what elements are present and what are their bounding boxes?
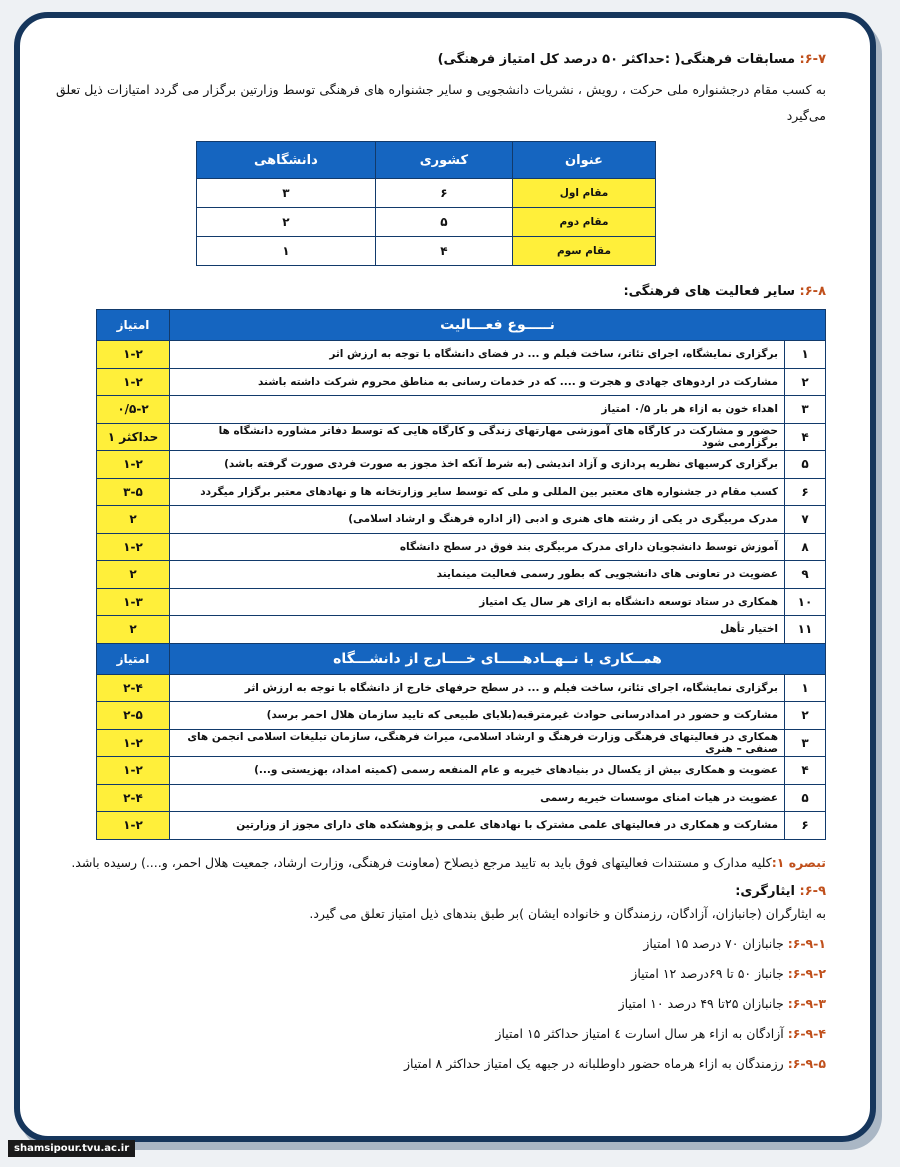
row-index: ۳ [785,729,826,757]
external-cooperation-header: همــکاری با نــهــادهـــــای خــــارج از دانشـــگاه [170,643,826,674]
row-index: ۹ [785,561,826,589]
item-text: رزمندگان به ازاء هرماه حضور داوطلبانه در جبهه یک امتیاز حداکثر ۸ امتیاز [403,1055,784,1071]
section-8-title: سایر فعالیت های فرهنگی: [623,284,795,299]
activities-table [96,309,826,840]
activity-text: کسب مقام در جشنواره های معتبر بین المللی و ملی که توسط سایر وزارتخانه ها و نهادهای معتبر برگزار میگردد [170,478,785,506]
row-index: ۵ [785,451,826,479]
note-1 [56,848,826,878]
activity-score: ۱-۲ [97,533,170,561]
item-number: ۶-۹-۲: [787,965,826,981]
list-item [56,1049,826,1079]
university-score: ۳ [197,179,376,208]
activity-score: ۲-۴ [97,674,170,702]
table-row [97,533,826,561]
section-7-paragraph: به کسب مقام درجشنواره ملی حرکت ، رویش ، نشریات دانشجویی و سایر جشنواره های فرهنگی توسط وزارتین برگزار می گردد امتیازات ذیل تعلق می‌گیرد [56,82,826,123]
column-header-university: دانشگاهی [197,142,376,179]
list-item [56,1019,826,1049]
activity-text: برگزاری کرسیهای نظریه پردازی و آزاد اندیشی (به شرط آنکه اخذ مجوز به صورت فردی صورت گرفته باشد) [170,451,785,479]
rank-label: مقام سوم [513,237,656,266]
note-label: تبصره ۱: [771,854,826,870]
table-row [97,812,826,840]
item-number: ۶-۹-۴: [787,1025,826,1041]
activity-text: برگزاری نمایشگاه، اجرای تئاتر، ساخت فیلم و ... در سطح حرفهای خارج از دانشگاه با توجه به ارزش اثر [170,674,785,702]
table-row [97,506,826,534]
column-header-title: عنوان [513,142,656,179]
activity-score: ۱-۲ [97,729,170,757]
row-index: ۶ [785,478,826,506]
activity-score: ۲-۴ [97,784,170,812]
activity-score: ۲-۵ [97,702,170,730]
note-text: کلیه مدارک و مستندات فعالیتهای فوق باید به تایید مرجع ذیصلاح (معاونت فرهنگی، وزارت ارشاد، جمعیت هلال احمر، و....) رسیده باشد. [71,854,772,870]
row-index: ۴ [785,423,826,451]
row-index: ۱۱ [785,616,826,644]
row-index: ۶ [785,812,826,840]
page-content [56,52,826,1079]
activity-type-header: نـــــوع فعـــالیت [170,310,826,341]
activity-text: اهداء خون به ازاء هر بار ۰/۵ امتیاز [170,396,785,424]
activity-score: ۱-۲ [97,757,170,785]
rank-label: مقام دوم [513,208,656,237]
section-7-heading [56,52,826,67]
document-page [14,12,876,1142]
activity-text: عضویت در هیات امنای موسسات خیریه رسمی [170,784,785,812]
item-number: ۶-۹-۳: [787,995,826,1011]
row-index: ۵ [785,784,826,812]
column-header-national: کشوری [375,142,512,179]
item-text: آزادگان به ازاء هر سال اسارت ٤ امتیاز حداکثر ۱۵ امتیاز [495,1025,784,1041]
activity-text: همکاری در فعالیتهای فرهنگی وزارت فرهنگ و ارشاد اسلامی، میراث فرهنگی، سازمان تبلیغات اسلامی انجمن های صنفی – هنری [170,729,785,757]
score-header: امتیاز [97,310,170,341]
activity-text: مشارکت و همکاری در فعالیتهای علمی مشترک با نهادهای علمی و پژوهشکده های دارای مجوز از وزارتین [170,812,785,840]
activity-score: حداکثر ۱ [97,423,170,451]
table-row [97,757,826,785]
activity-text: اختیار تأهل [170,616,785,644]
table-row [97,784,826,812]
activity-score: ۱-۲ [97,812,170,840]
section-9-heading [56,884,826,899]
table-row [97,396,826,424]
activity-score: ۲ [97,561,170,589]
item-text: جانباز ۵۰ تا ۶۹درصد ۱۲ امتیاز [631,965,784,981]
section-9-title: ایثارگری: [735,883,795,899]
university-score: ۲ [197,208,376,237]
activity-score: ۱-۲ [97,451,170,479]
row-index: ۷ [785,506,826,534]
table-row [97,478,826,506]
activity-score: ۲ [97,506,170,534]
activity-text: حضور و مشارکت در کارگاه های آموزشی مهارتهای زندگی و کارگاه هایی که توسط دفاتر مشاوره دانشگاه ها برگزارمی شود [170,423,785,451]
item-number: ۶-۹-۵: [787,1055,826,1071]
row-index: ۱ [785,341,826,369]
section-9-intro: به ایثارگران (جانبازان، آزادگان، رزمندگان و خانواده ایشان )بر طبق بندهای ذیل امتیاز تعلق می گیرد. [309,905,826,921]
table-header-row [197,142,656,179]
external-rows [97,674,826,839]
table-row [97,423,826,451]
item-text: جانبازان ۷۰ درصد ۱۵ امتیاز [643,935,784,951]
activity-text: عضویت در تعاونی های دانشجویی که بطور رسمی فعالیت مینمایند [170,561,785,589]
row-index: ۲ [785,702,826,730]
list-item [56,989,826,1019]
activities-rows [97,341,826,644]
table-row [97,451,826,479]
activity-text: مدرک مربیگری در یکی از رشته های هنری و ادبی (از اداره فرهنگ و ارشاد اسلامی) [170,506,785,534]
list-item [56,929,826,959]
item-text: جانبازان ۲۵تا ۴۹ درصد ۱۰ امتیاز [618,995,784,1011]
activity-text: مشارکت و حضور در امدادرسانی حوادث غیرمترقبه(بلایای طبیعی که تایید سازمان هلال احمر برسد) [170,702,785,730]
table-row [97,616,826,644]
site-footer-tag: shamsipour.tvu.ac.ir [8,1140,135,1157]
activity-text: عضویت و همکاری بیش از یکسال در بنیادهای خیریه و عام المنفعه رسمی (کمیته امداد، بهزیستی و...) [170,757,785,785]
university-score: ۱ [197,237,376,266]
table-row [97,368,826,396]
activity-text: همکاری در ستاد توسعه دانشگاه به ازای هر سال یک امتیاز [170,588,785,616]
row-index: ۱۰ [785,588,826,616]
table-row [197,179,656,208]
national-score: ۶ [375,179,512,208]
table-row [97,674,826,702]
table-row [97,702,826,730]
rank-label: مقام اول [513,179,656,208]
item-number: ۶-۹-۱: [787,935,826,951]
activity-text: مشارکت در اردوهای جهادی و هجرت و .... که در خدمات رسانی به مناطق محروم شرکت داشته باشند [170,368,785,396]
activity-text: آموزش توسط دانشجویان دارای مدرک مربیگری بند فوق در سطح دانشگاه [170,533,785,561]
row-index: ۱ [785,674,826,702]
section-9-items [56,929,826,1079]
row-index: ۸ [785,533,826,561]
table-row [97,561,826,589]
activities-header-row [97,310,826,341]
activity-score: ۱-۲ [97,341,170,369]
row-index: ۲ [785,368,826,396]
row-index: ۴ [785,757,826,785]
table-row [97,341,826,369]
external-header-row [97,643,826,674]
activity-score: ۲ [97,616,170,644]
list-item [56,959,826,989]
activity-text: برگزاری نمایشگاه، اجرای تئاتر، ساخت فیلم و ... در فضای دانشگاه با توجه به ارزش اثر [170,341,785,369]
section-8-heading [56,284,826,299]
activity-score: ۱-۲ [97,368,170,396]
score-header: امتیاز [97,643,170,674]
row-index: ۳ [785,396,826,424]
activity-score: ۱-۳ [97,588,170,616]
activity-score: ۳-۵ [97,478,170,506]
activity-score: ۰/۵-۲ [97,396,170,424]
section-7-number: ۶-۷: [799,52,826,67]
national-score: ۵ [375,208,512,237]
national-score: ۴ [375,237,512,266]
table-row [97,588,826,616]
section-7-title: مسابقات فرهنگی( :حداکثر ۵۰ درصد کل امتیاز فرهنگی) [437,52,795,67]
section-9-number: ۶-۹: [799,883,826,899]
table-row [197,208,656,237]
table-row [197,237,656,266]
section-8-number: ۶-۸: [799,284,826,299]
table-row [97,729,826,757]
competition-scores-table [196,141,656,266]
